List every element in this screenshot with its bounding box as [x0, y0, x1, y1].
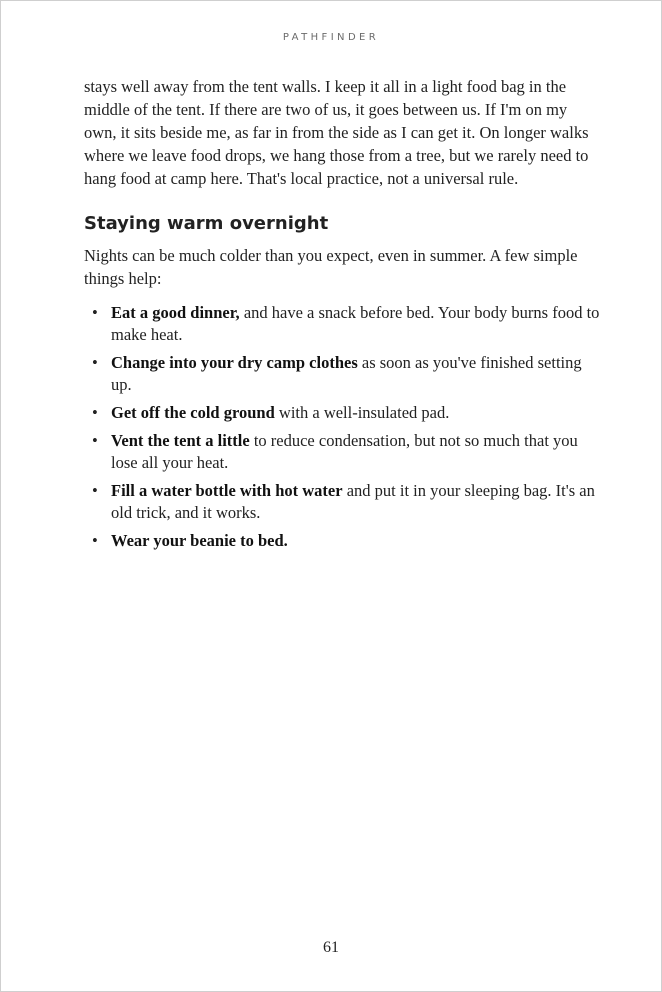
list-item [84, 480, 602, 524]
tip-bold-text: Wear your beanie to bed. [111, 531, 288, 550]
tip-text: to reduce condensation, but not so much that you lose all your heat. [111, 431, 578, 472]
tip-bold-text: Fill a water bottle with hot water [111, 481, 343, 500]
tip-text: and have a snack before bed. Your body burns food to make heat. [111, 303, 600, 344]
bullet-icon: • [92, 431, 98, 450]
bullet-icon: • [92, 353, 98, 372]
section-intro-paragraph: Nights can be much colder than you expect, even in summer. A few simple things help: [84, 246, 578, 288]
tip-text: and put it in your sleeping bag. It's an old trick, and it works. [111, 481, 595, 522]
running-head: PATHFINDER [282, 32, 380, 43]
tips-list [84, 302, 602, 552]
bullet-icon: • [92, 303, 98, 322]
tip-bold-text: Eat a good dinner, [111, 303, 240, 322]
list-item [84, 352, 602, 396]
tip-bold-text: Change into your dry camp clothes [111, 353, 358, 372]
tip-bold-text: Vent the tent a little [111, 431, 250, 450]
bullet-icon: • [92, 531, 98, 550]
list-item [84, 530, 602, 552]
section-heading: Staying warm overnight [84, 213, 329, 234]
page-number: 61 [323, 939, 339, 956]
intro-paragraph: stays well away from the tent walls. I keep it all in a light food bag in the middle of the tent. If there are two of us, it goes between us. If I'm on my own, it sits beside me, as far in from the side as I can get it. On longer walks where we leave food drops, we hang those from a tree, but we rarely need to hang food at camp here. That's local practice, not a universal rule. [84, 77, 589, 188]
tip-text: as soon as you've finished setting up. [111, 353, 582, 394]
bullet-icon: • [92, 403, 98, 422]
page-content [84, 75, 602, 558]
tip-text: with a well-insulated pad. [274, 403, 450, 422]
list-item [84, 430, 602, 474]
list-item [84, 402, 602, 424]
list-item [84, 302, 602, 346]
tip-bold-text: Get off the cold ground [111, 403, 275, 422]
bullet-icon: • [92, 481, 98, 500]
